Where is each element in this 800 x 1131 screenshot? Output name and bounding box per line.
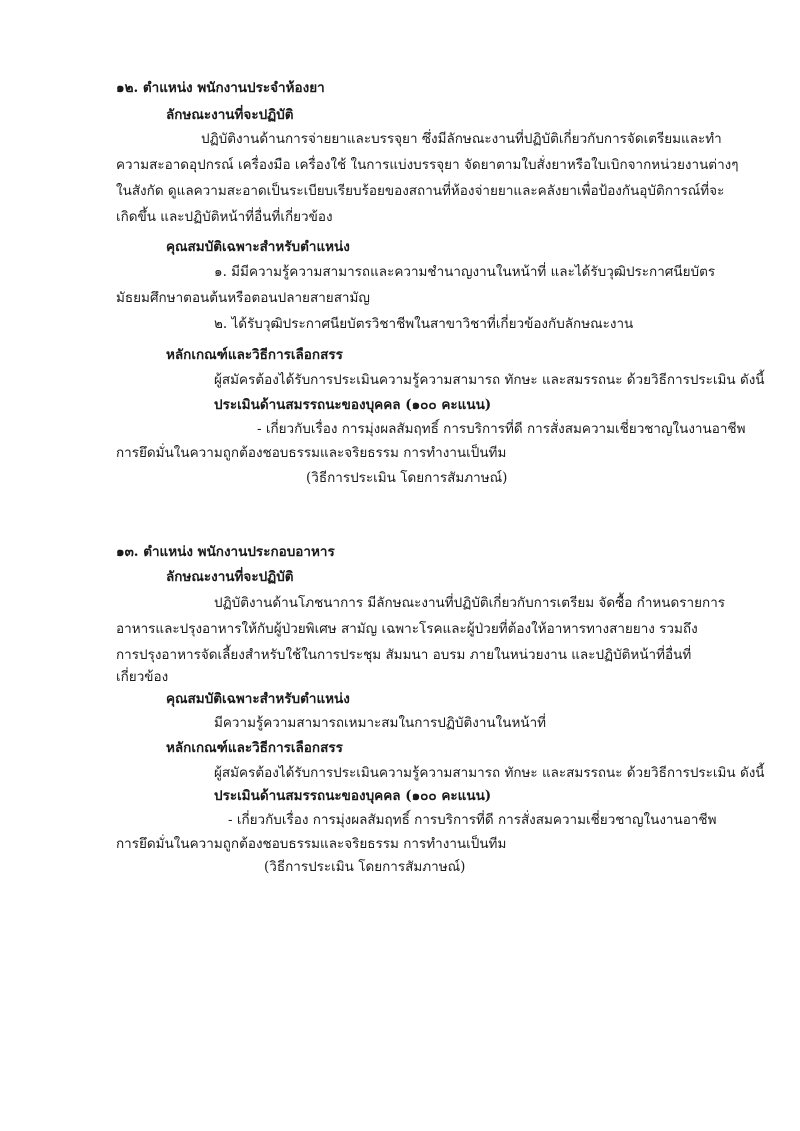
section-13-eval-line: - เกี่ยวกับเรื่อง การมุ่งผลสัมฤทธิ์ การบริการที่ดี การสั่งสมความเชี่ยวชาญในงานอาชีพ (228, 812, 717, 828)
section-13-duties-line: ปฏิบัติงานด้านโภชนาการ มีลักษณะงานที่ปฏิบัติเกี่ยวกับการเตรียม จัดซื้อ กำหนดรายการ (214, 595, 726, 611)
section-12-qual-line: ๒. ได้รับวุฒิประกาศนียบัตรวิชาชีพในสาขาวิชาที่เกี่ยวข้องกับลักษณะงาน (214, 316, 634, 332)
section-12-criteria-heading: หลักเกณฑ์และวิธีการเลือกสรร (166, 347, 343, 363)
section-13-criteria-intro: ผู้สมัครต้องได้รับการประเมินความรู้ความสามารถ ทักษะ และสมรรถนะ ด้วยวิธีการประเมิน ดังนี้ (214, 765, 765, 781)
section-13-eval-heading: ประเมินด้านสมรรถนะของบุคคล (๑๐๐ คะแนน) (214, 788, 492, 804)
section-12-eval-line: - เกี่ยวกับเรื่อง การมุ่งผลสัมฤทธิ์ การบริการที่ดี การสั่งสมความเชี่ยวชาญในงานอาชีพ (257, 421, 746, 437)
section-12-title: ๑๒. ตำแหน่ง พนักงานประจำห้องยา (116, 80, 325, 96)
section-12-duties-line: ความสะอาดอุปกรณ์ เครื่องมือ เครื่องใช้ ในการแบ่งบรรจุยา จัดยาตามใบสั่งยาหรือใบเบิกจากหน่วยงานต่างๆ (116, 157, 739, 173)
section-12-criteria-intro: ผู้สมัครต้องได้รับการประเมินความรู้ความสามารถ ทักษะ และสมรรถนะ ด้วยวิธีการประเมิน ดังนี้ (214, 372, 765, 388)
section-13-duties-line: การปรุงอาหารจัดเลี้ยงสำหรับใช้ในการประชุม สัมมนา อบรม ภายในหน่วยงาน และปฏิบัติหน้าที่อื่นที่ (116, 647, 692, 663)
section-13-duties-line: อาหารและปรุงอาหารให้กับผู้ป่วยพิเศษ สามัญ เฉพาะโรคและผู้ป่วยที่ต้องให้อาหารทางสายยาง รวมถึง (116, 621, 698, 637)
section-12-qual-heading: คุณสมบัติเฉพาะสำหรับตำแหน่ง (166, 239, 350, 255)
section-12-qual-line: มัธยมศึกษาตอนต้นหรือตอนปลายสายสามัญ (116, 290, 370, 306)
section-13-qual-heading: คุณสมบัติเฉพาะสำหรับตำแหน่ง (166, 691, 350, 707)
section-12-duties-heading: ลักษณะงานที่จะปฏิบัติ (166, 107, 294, 123)
section-12-duties-line: ปฏิบัติงานด้านการจ่ายยาและบรรจุยา ซึ่งมีลักษณะงานที่ปฏิบัติเกี่ยวกับการจัดเตรียมและทำ (201, 131, 722, 147)
section-13-eval-line: การยึดมั่นในความถูกต้องชอบธรรมและจริยธรรม การทำงานเป็นทีม (116, 836, 507, 852)
section-12-method: (วิธีการประเมิน โดยการสัมภาษณ์) (306, 470, 508, 486)
section-13-title: ๑๓. ตำแหน่ง พนักงานประกอบอาหาร (116, 544, 335, 560)
section-12-eval-heading: ประเมินด้านสมรรถนะของบุคคล (๑๐๐ คะแนน) (214, 397, 492, 413)
section-12-duties-line: เกิดขึ้น และปฏิบัติหน้าที่อื่นที่เกี่ยวข้อง (116, 209, 333, 225)
section-13-method: (วิธีการประเมิน โดยการสัมภาษณ์) (264, 859, 466, 875)
section-12-duties-line: ในสังกัด ดูแลความสะอาดเป็นระเบียบเรียบร้อยของสถานที่ห้องจ่ายยาและคลังยาเพื่อป้องกันอุบัติการณ์ที่จะ (116, 183, 725, 199)
section-12-eval-line: การยึดมั่นในความถูกต้องชอบธรรมและจริยธรรม การทำงานเป็นทีม (116, 445, 507, 461)
section-13-duties-line: เกี่ยวข้อง (116, 669, 169, 685)
section-12-qual-line: ๑. มีมีความรู้ความสามารถและความชำนาญงานในหน้าที่ และได้รับวุฒิประกาศนียบัตร (214, 264, 716, 280)
section-13-duties-heading: ลักษณะงานที่จะปฏิบัติ (166, 569, 294, 585)
section-13-criteria-heading: หลักเกณฑ์และวิธีการเลือกสรร (166, 740, 343, 756)
section-13-qual-line: มีความรู้ความสามารถเหมาะสมในการปฏิบัติงานในหน้าที่ (214, 715, 547, 731)
